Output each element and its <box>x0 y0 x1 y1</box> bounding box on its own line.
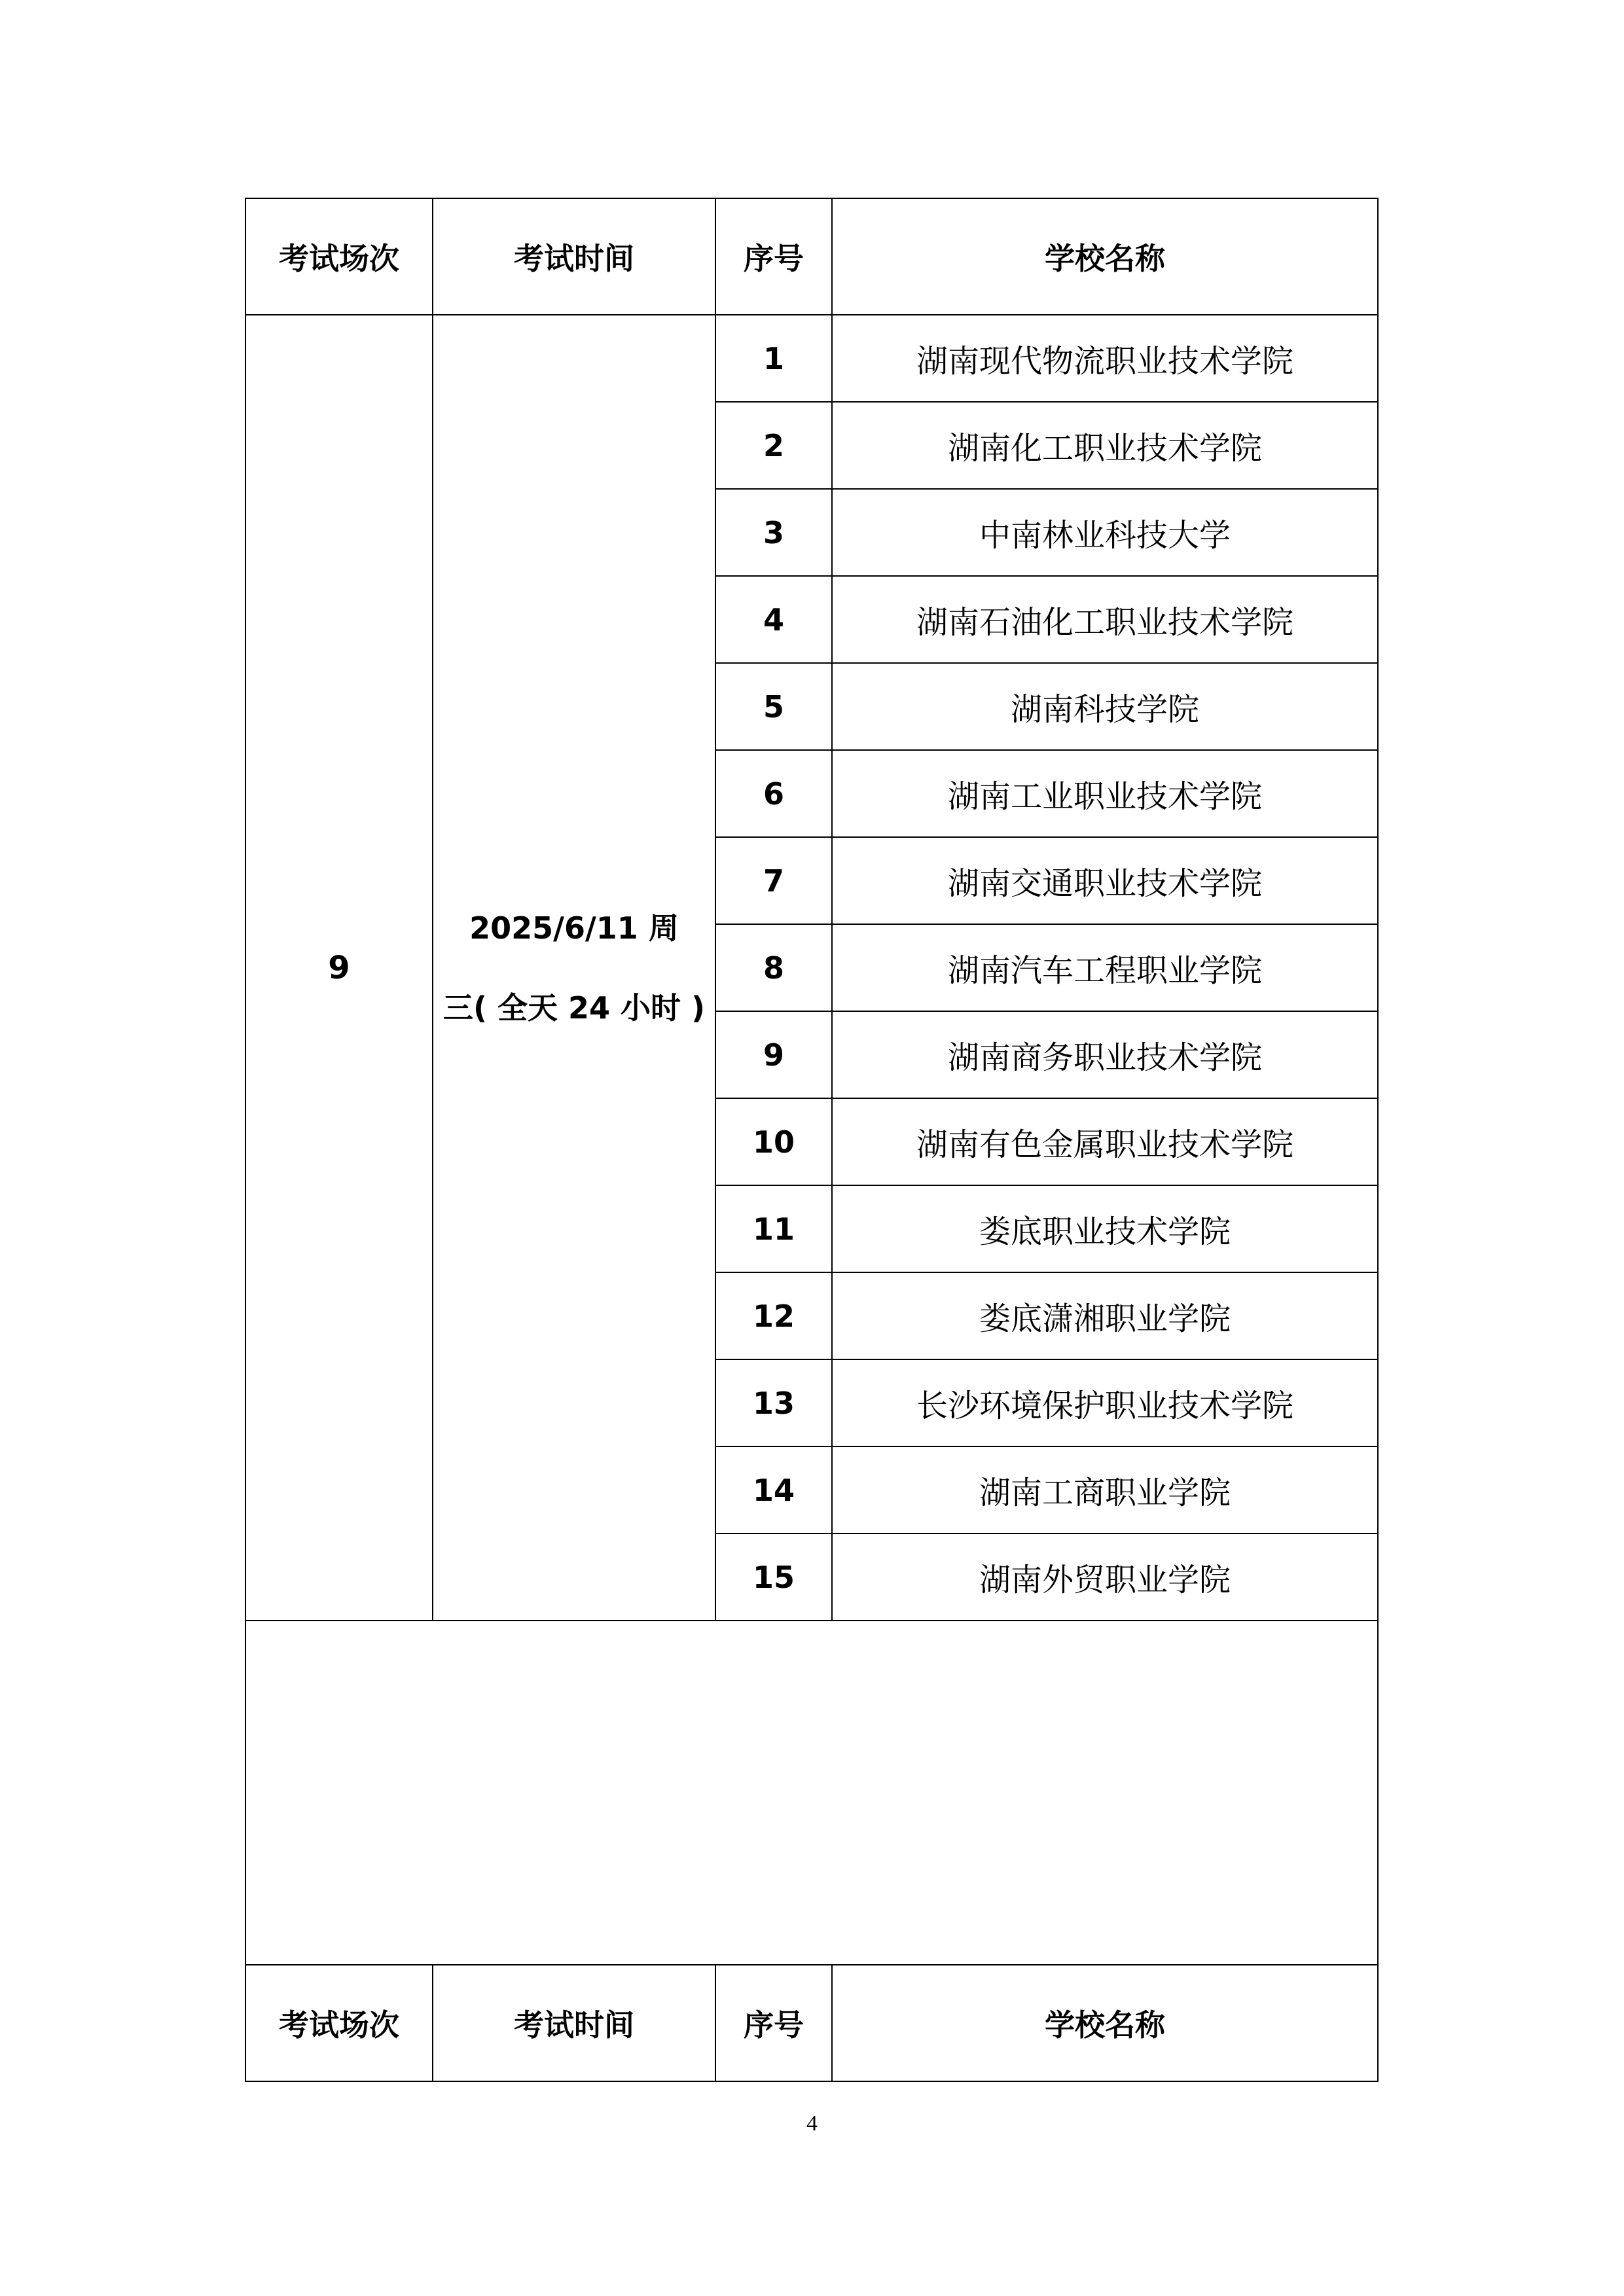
row-number: 3 <box>715 489 832 576</box>
row-number: 14 <box>715 1446 832 1534</box>
time-cell <box>433 315 715 1621</box>
school-name: 湖南科技学院 <box>832 663 1378 750</box>
row-number: 5 <box>715 663 832 750</box>
header-number: 序号 <box>715 198 832 315</box>
school-name: 娄底职业技术学院 <box>832 1185 1378 1272</box>
row-number: 10 <box>715 1098 832 1185</box>
school-name: 中南林业科技大学 <box>832 489 1378 576</box>
exam-schedule-table <box>245 198 1379 2082</box>
school-name: 湖南工商职业学院 <box>832 1446 1378 1534</box>
school-name: 长沙环境保护职业技术学院 <box>832 1359 1378 1446</box>
session-cell: 9 <box>245 315 433 1621</box>
school-name: 湖南交通职业技术学院 <box>832 837 1378 924</box>
row-number: 15 <box>715 1534 832 1621</box>
time-line-2: 三( 全天 24 小时 ) <box>442 990 706 1026</box>
school-name: 娄底潇湘职业学院 <box>832 1272 1378 1359</box>
blank-row <box>245 1621 1378 1965</box>
school-name: 湖南工业职业技术学院 <box>832 750 1378 837</box>
row-number: 4 <box>715 576 832 663</box>
row-number: 9 <box>715 1011 832 1098</box>
header-school: 学校名称 <box>832 1965 1378 2081</box>
school-name: 湖南现代物流职业技术学院 <box>832 315 1378 402</box>
school-name: 湖南外贸职业学院 <box>832 1534 1378 1621</box>
header-session: 考试场次 <box>245 1965 433 2081</box>
row-number: 1 <box>715 315 832 402</box>
row-number: 6 <box>715 750 832 837</box>
row-number: 13 <box>715 1359 832 1446</box>
row-number: 2 <box>715 402 832 489</box>
page-number: 4 <box>806 2111 818 2136</box>
repeated-header-row <box>245 1965 1378 2081</box>
school-name: 湖南有色金属职业技术学院 <box>832 1098 1378 1185</box>
row-number: 12 <box>715 1272 832 1359</box>
header-school: 学校名称 <box>832 198 1378 315</box>
header-time: 考试时间 <box>433 198 715 315</box>
blank-cell <box>245 1621 1378 1965</box>
table-row <box>245 315 1378 402</box>
header-time: 考试时间 <box>433 1965 715 2081</box>
school-name: 湖南商务职业技术学院 <box>832 1011 1378 1098</box>
header-number: 序号 <box>715 1965 832 2081</box>
header-session: 考试场次 <box>245 198 433 315</box>
row-number: 7 <box>715 837 832 924</box>
row-number: 11 <box>715 1185 832 1272</box>
row-number: 8 <box>715 924 832 1011</box>
school-name: 湖南汽车工程职业学院 <box>832 924 1378 1011</box>
header-row <box>245 198 1378 315</box>
school-name: 湖南化工职业技术学院 <box>832 402 1378 489</box>
school-name: 湖南石油化工职业技术学院 <box>832 576 1378 663</box>
time-line-1: 2025/6/11 周 <box>469 910 679 946</box>
